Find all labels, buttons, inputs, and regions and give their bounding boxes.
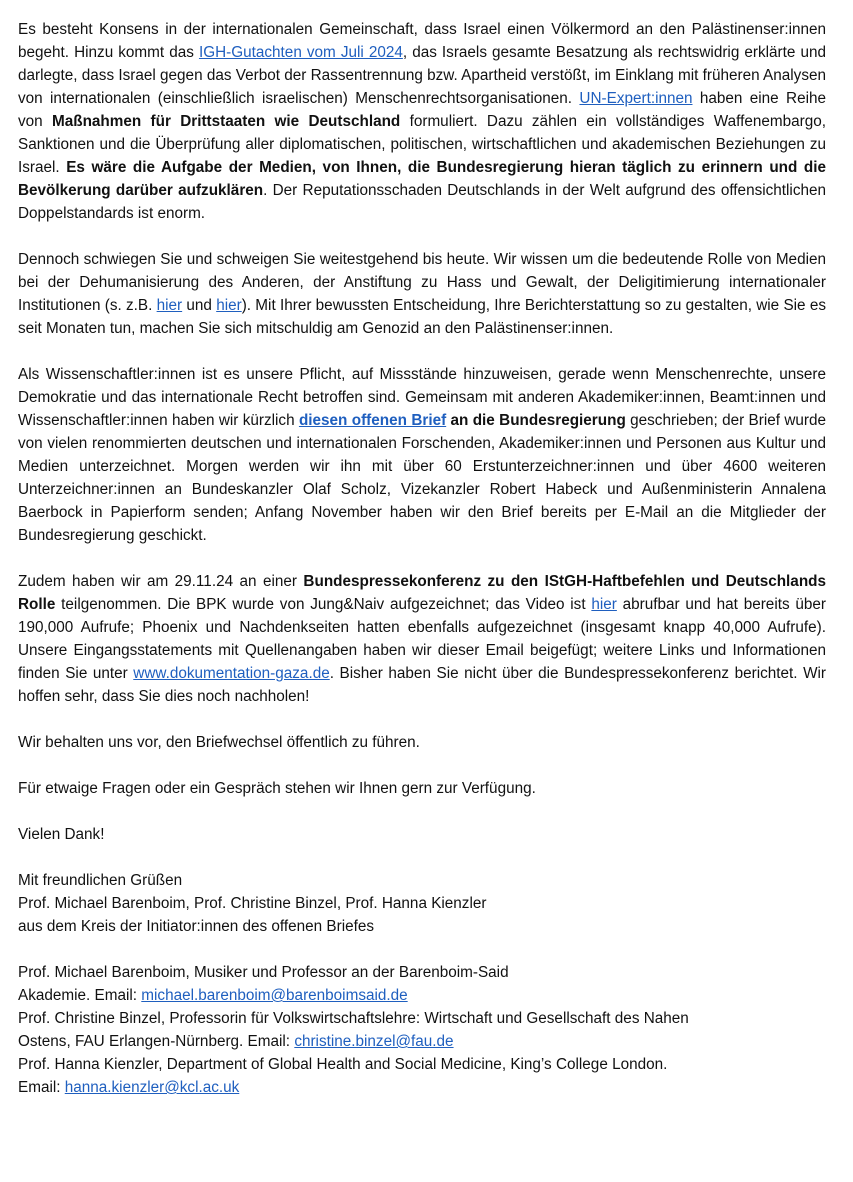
text: formuliert. Dazu zählen ein vollständiges Waffenembargo, Sanktionen und die Überprüfung aller diplomatischen, politischen, wirtschaftlichen und akademischen Beziehungen zu Israel. <box>18 113 826 176</box>
text: geschrieben; der Brief wurde von vielen renommierten deutschen und internationalen Forschenden, Akademiker:innen und Personen aus Kultur und Medien unterzeichnet. Morgen werden wir ihn mit über 60 Erstunterzeichner:innen und über 4600 weiteren Unterzeichner:innen an Bundeskanzler Olaf Scholz, Vizekanzler Robert Habeck und Außenministerin Annalena Baerbock in Papierform senden; Anfang November haben wir den Brief bereits per E-Mail an die Mitglieder der Bundesregierung geschickt. <box>18 412 826 544</box>
text: Es besteht Konsens in der internationalen Gemeinschaft, dass Israel einen Völkermord an den Palästinenser:innen begeht. Hinzu kommt das <box>18 21 826 61</box>
signatory-3-title: Prof. Hanna Kienzler, Department of Global Health and Social Medicine, King’s College London. <box>18 1056 668 1073</box>
bold-text: Maßnahmen für Drittstaaten wie Deutschland <box>51 113 401 130</box>
text: ). Mit Ihrer bewussten Entscheidung, Ihre Berichterstattung so zu gestalten, wie Sie es seit Monaten tun, machen Sie sich mitschuldig am Genozid an den Palästinenser:innen. <box>18 297 826 337</box>
link-hier-1[interactable]: hier <box>156 297 183 314</box>
link-video-hier[interactable]: hier <box>591 596 617 613</box>
link-offener-brief[interactable]: diesen offenen Brief <box>298 412 447 429</box>
link-dokumentation-gaza[interactable]: www.dokumentation-gaza.de <box>133 665 330 682</box>
email-link-barenboim[interactable]: michael.barenboim@barenboimsaid.de <box>141 987 408 1004</box>
text: Akademie. Email: <box>18 987 142 1004</box>
signatories-block <box>18 961 826 1099</box>
paragraph-2 <box>18 248 826 340</box>
text: , das Israels gesamte Besatzung als rechtswidrig erklärte und darlegte, dass Israel gegen das Verbot der Rassentrennung bzw. Apartheid verstößt, im Einklang mit früheren Analysen von internationalen (einschließlich israelischen) Menschenrechtsorganisationen. <box>18 44 826 107</box>
text: abrufbar und hat bereits über 190,000 Aufrufe; Phoenix und Nachdenkseiten hatten ebenfalls aufgezeichnet (insgesamt knapp 40,000 Aufrufe). Unsere Eingangsstatements mit Quellenangaben haben wir dieser Email beigefügt; weitere Links und Informationen finden Sie unter <box>18 596 826 682</box>
letter-body <box>18 18 826 1099</box>
text: . Der Reputationsschaden Deutschlands in der Welt aufgrund des offensichtlichen Doppelstandards ist enorm. <box>18 182 826 222</box>
closing-names: Prof. Michael Barenboim, Prof. Christine Binzel, Prof. Hanna Kienzler <box>18 895 487 912</box>
paragraph-6: Für etwaige Fragen oder ein Gespräch stehen wir Ihnen gern zur Verfügung. <box>18 780 536 797</box>
text: haben eine Reihe von <box>18 90 826 130</box>
signatory-2-title: Prof. Christine Binzel, Professorin für Volkswirtschaftslehre: Wirtschaft und Gesellschaft des Nahen <box>18 1010 689 1027</box>
bold-text: an die Bundesregierung <box>446 412 626 429</box>
link-un-experts[interactable]: UN-Expert:innen <box>579 90 693 107</box>
paragraph-3 <box>18 363 826 547</box>
paragraph-4 <box>18 570 826 708</box>
closing-greeting: Mit freundlichen Grüßen <box>18 872 183 889</box>
text: Als Wissenschaftler:innen ist es unsere Pflicht, auf Missstände hinzuweisen, gerade wenn Menschenrechte, unsere Demokratie und das internationale Recht betroffen sind. Gemeinsam mit anderen Akademiker:innen, Beamt:innen und Wissenschaftler:innen haben wir kürzlich <box>18 366 826 429</box>
closing-block <box>18 869 826 938</box>
text: Zudem haben wir am 29.11.24 an einer <box>18 573 304 590</box>
link-hier-2[interactable]: hier <box>216 297 242 314</box>
text: teilgenommen. Die BPK wurde von Jung&Naiv aufgezeichnet; das Video ist <box>55 596 592 613</box>
text: Ostens, FAU Erlangen-Nürnberg. Email: <box>18 1033 295 1050</box>
paragraph-1 <box>18 18 826 225</box>
text: und <box>182 297 217 314</box>
bold-text: Es wäre die Aufgabe der Medien, von Ihnen, die Bundesregierung hieran täglich zu erinnern und die Bevölkerung darüber aufzuklären <box>18 159 827 199</box>
signatory-1-contact <box>18 984 826 1007</box>
email-link-kienzler[interactable]: hanna.kienzler@kcl.ac.uk <box>64 1079 240 1096</box>
signatory-1-title: Prof. Michael Barenboim, Musiker und Professor an der Barenboim-Said <box>18 964 509 981</box>
text: Dennoch schwiegen Sie und schweigen Sie weitestgehend bis heute. Wir wissen um die bedeutende Rolle von Medien bei der Dehumanisierung des Anderen, der Anstiftung zu Hass und Gewalt, der Deligitimierung internationaler Institutionen (s. z.B. <box>18 251 826 314</box>
signatory-2-contact <box>18 1030 826 1053</box>
email-link-binzel[interactable]: christine.binzel@fau.de <box>294 1033 454 1050</box>
closing-circle: aus dem Kreis der Initiator:innen des offenen Briefes <box>18 918 375 935</box>
signatory-3-contact <box>18 1076 826 1099</box>
text: . Bisher haben Sie nicht über die Bundespressekonferenz berichtet. Wir hoffen sehr, dass Sie dies noch nachholen! <box>18 665 826 705</box>
paragraph-7: Vielen Dank! <box>18 826 105 843</box>
text: Email: <box>18 1079 65 1096</box>
bold-text: Bundespressekonferenz zu den IStGH-Haftbefehlen und Deutschlands Rolle <box>18 573 827 613</box>
paragraph-5: Wir behalten uns vor, den Briefwechsel öffentlich zu führen. <box>18 734 420 751</box>
link-igh-gutachten[interactable]: IGH-Gutachten vom Juli 2024 <box>198 44 403 61</box>
